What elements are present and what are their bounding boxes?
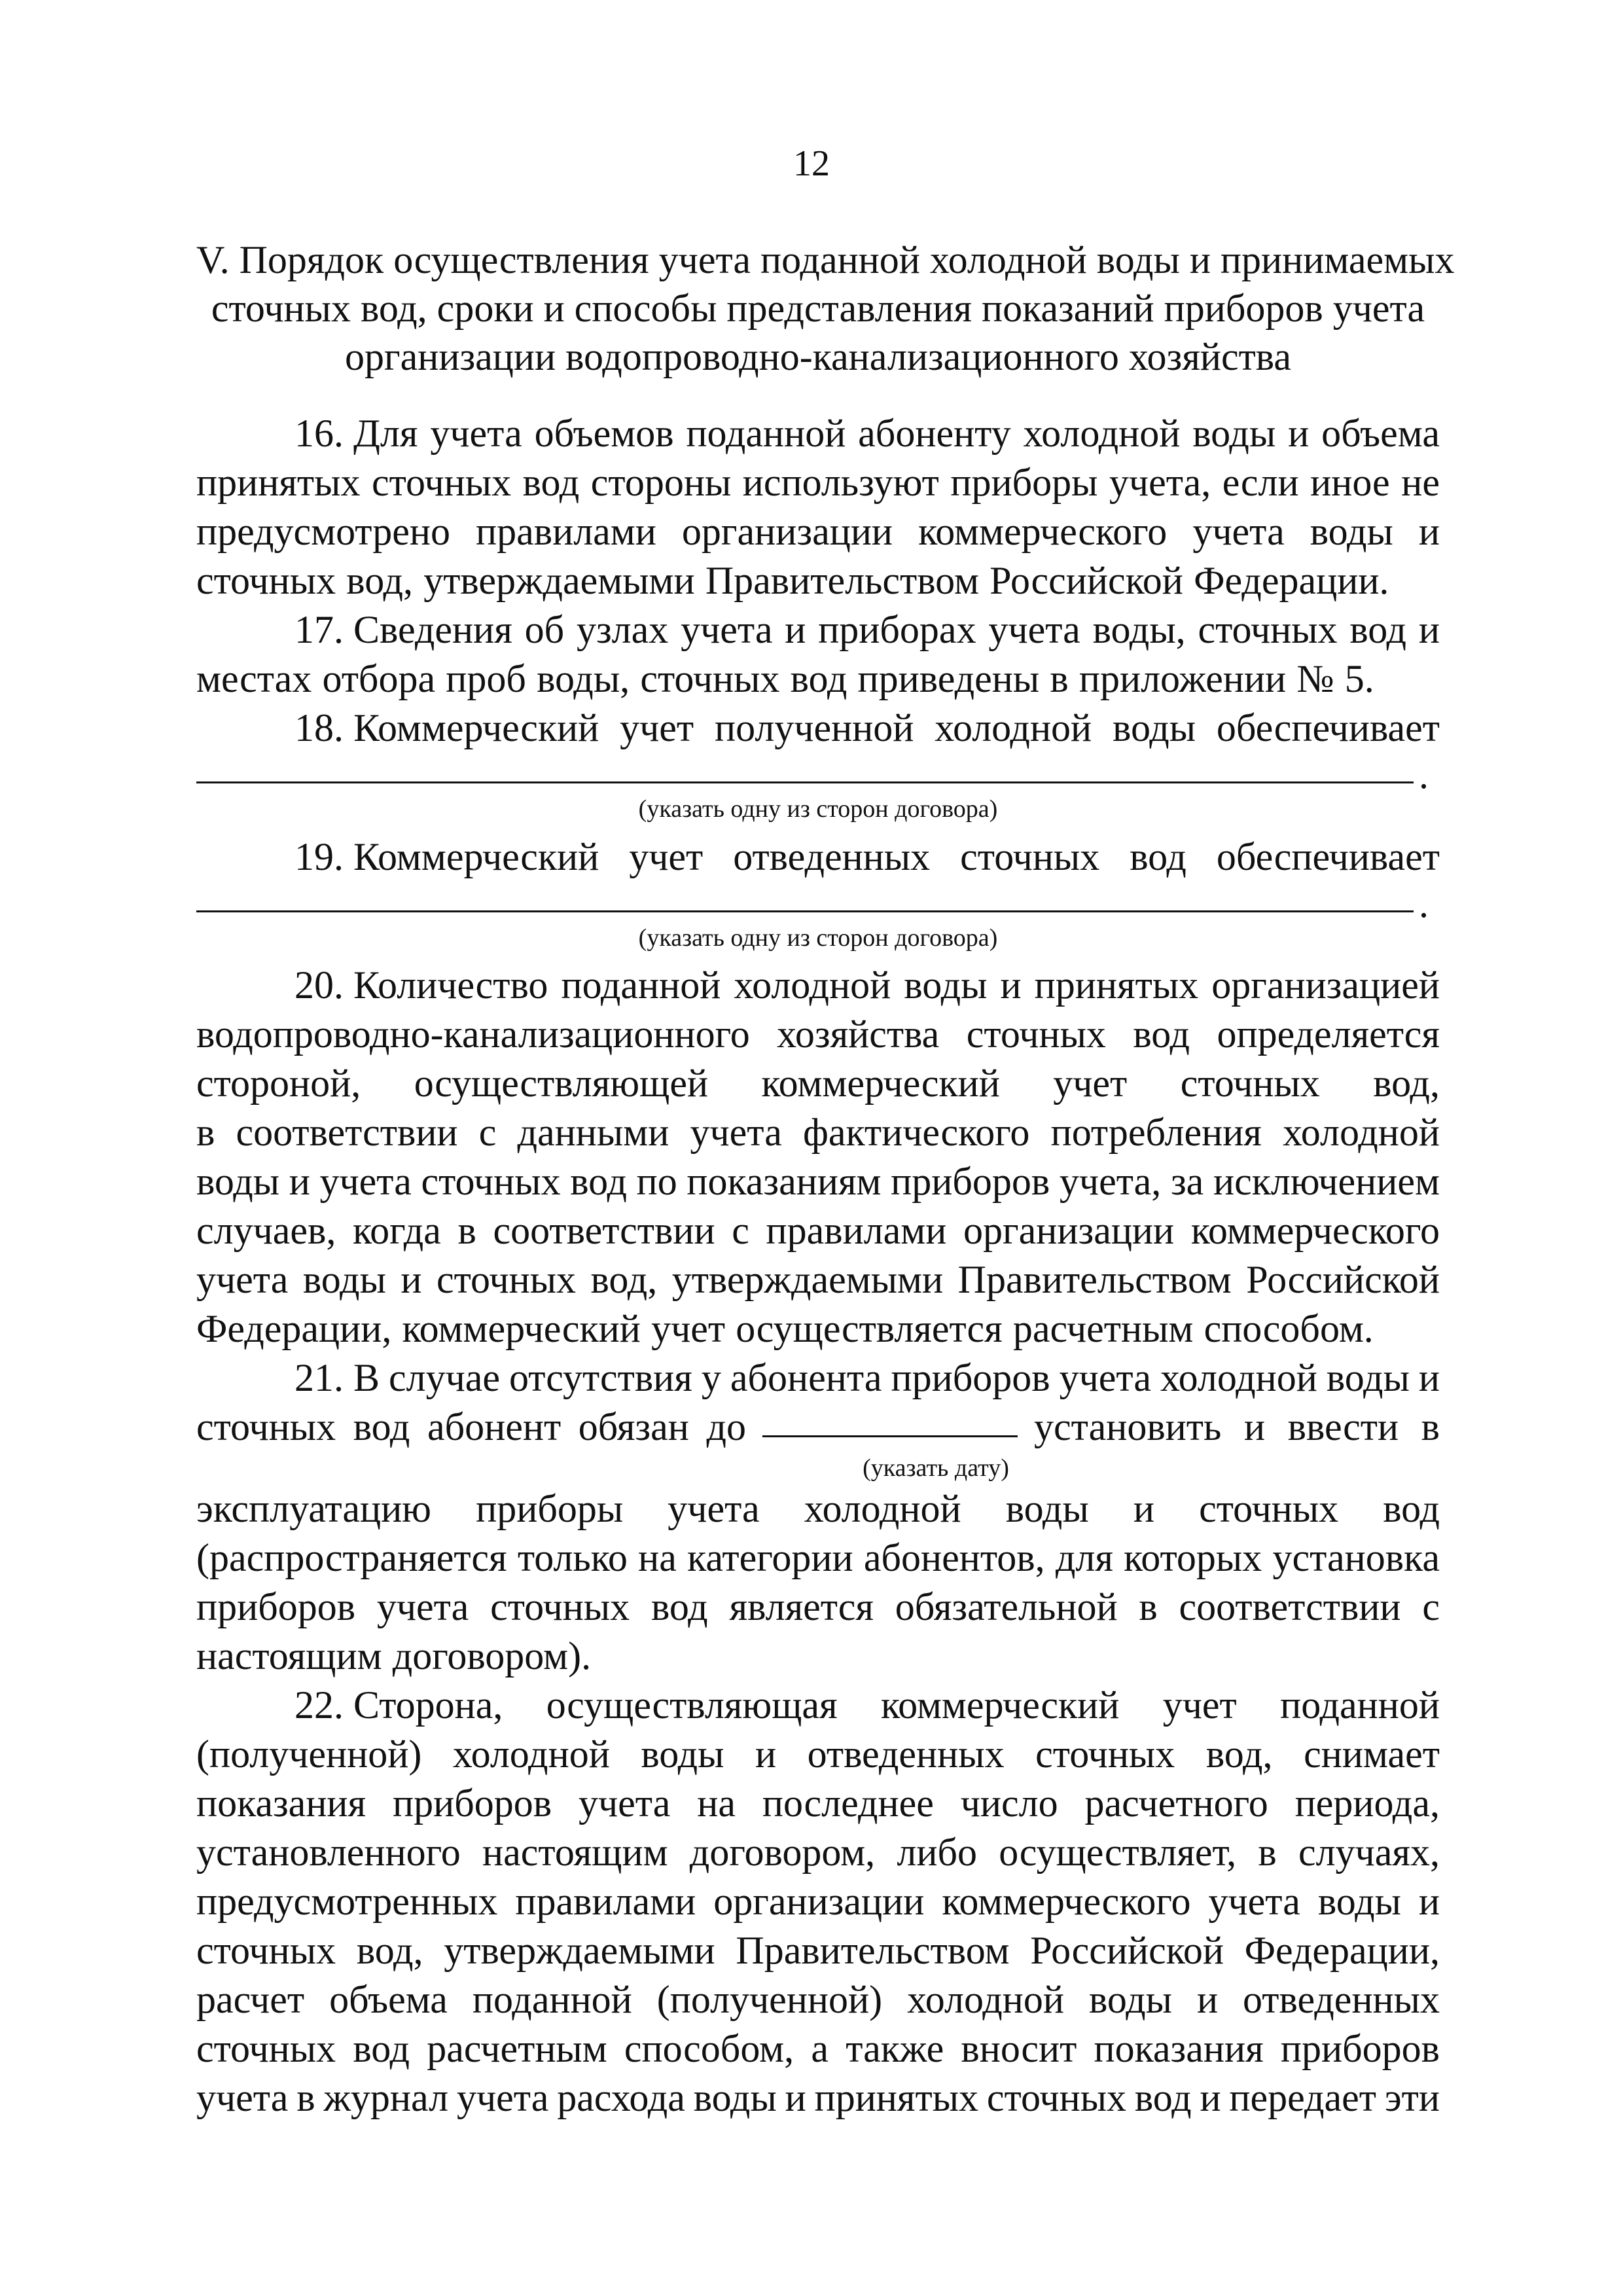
word: договором).	[392, 1634, 592, 1677]
word: настоящим	[482, 1831, 668, 1874]
word: вод,	[1205, 1732, 1273, 1776]
word: и	[1418, 510, 1440, 553]
word: организации	[681, 510, 893, 553]
word: отбора	[322, 657, 436, 700]
word: либо	[897, 1831, 977, 1874]
word: установка	[1272, 1536, 1440, 1579]
text-line-with-date-blank	[196, 1403, 1440, 1452]
word: учета	[1192, 510, 1285, 553]
word: правилами	[766, 1209, 947, 1252]
word: воды	[904, 963, 988, 1007]
word: по	[636, 1160, 677, 1203]
fill-in-blank-line	[196, 910, 1414, 912]
word: соответствии	[1179, 1585, 1401, 1628]
word: вод	[1383, 1487, 1440, 1530]
word: коммерческого	[942, 1880, 1191, 1923]
word: обязательной	[895, 1585, 1118, 1628]
word: организацией	[1211, 963, 1440, 1007]
word: сточных	[196, 559, 336, 602]
text-line	[196, 1304, 1440, 1354]
word: принятых	[814, 2076, 979, 2119]
clause-17	[196, 605, 1440, 704]
word: соответствии	[236, 1111, 458, 1154]
word: предусмотрено	[196, 510, 450, 553]
word: снимает	[1304, 1732, 1440, 1776]
date-blank-caption: (указать дату)	[863, 1454, 1009, 1482]
word: приложении	[1079, 657, 1287, 700]
word: объема	[329, 1978, 448, 2021]
word: для	[1055, 1536, 1113, 1579]
word: стороной,	[196, 1062, 361, 1105]
word: способом.	[1204, 1307, 1374, 1350]
word: 17. Сведения	[294, 608, 512, 651]
word: Правительством	[705, 559, 979, 602]
word: и	[785, 2076, 806, 2119]
word: (полученной)	[656, 1978, 883, 2021]
word: и	[401, 1258, 422, 1301]
word: объемов	[534, 412, 674, 455]
word: журнал	[323, 2076, 449, 2119]
word: на	[638, 1536, 677, 1579]
word: объема	[1321, 412, 1440, 455]
word: вод	[353, 2027, 410, 2070]
word: и	[1133, 1487, 1154, 1530]
text-line	[196, 833, 1440, 882]
word: вод	[1130, 835, 1186, 878]
text-line	[196, 1108, 1440, 1157]
word: поданной	[561, 963, 721, 1007]
text-line	[196, 655, 1440, 704]
section-title	[196, 236, 1455, 381]
word: холодной	[907, 1978, 1064, 2021]
word: сточных	[196, 2027, 336, 2070]
word: периода,	[1294, 1782, 1440, 1825]
text-segment	[196, 1403, 746, 1452]
word: и	[1243, 1405, 1266, 1448]
word: установить	[1034, 1405, 1222, 1448]
word: сточных	[1035, 1732, 1175, 1776]
word: осуществляется	[736, 1307, 1003, 1350]
period-mark: .	[1419, 753, 1429, 797]
word: обеспечивает	[1216, 706, 1440, 749]
word: сточных	[436, 1258, 577, 1301]
section-title-line: организации водопроводно-канализационного хозяйства	[345, 335, 1291, 378]
word: сточных	[196, 1405, 336, 1448]
text-segment	[1034, 1403, 1440, 1452]
word: передает	[1229, 2076, 1377, 2119]
word: сточных	[371, 461, 512, 504]
word: Федерации.	[1194, 559, 1389, 602]
word: Российской	[1030, 1929, 1224, 1972]
word: принятых	[196, 461, 361, 504]
clause-21	[196, 1354, 1440, 1681]
word: является	[729, 1585, 874, 1628]
word: с	[732, 1209, 749, 1252]
word: расчетным	[427, 2027, 607, 2070]
word: учета	[196, 2076, 289, 2119]
word: холодной	[1283, 1111, 1440, 1154]
word: полученной	[715, 706, 914, 749]
word: потребления	[1050, 1111, 1262, 1154]
word: Федерации,	[196, 1307, 392, 1350]
word: число	[960, 1782, 1058, 1825]
word: с	[1422, 1585, 1440, 1628]
word: Федерации,	[1244, 1929, 1440, 1972]
word: 20. Количество	[294, 963, 548, 1007]
date-blank-line	[762, 1403, 1018, 1437]
word: в	[1139, 1585, 1158, 1628]
word: в	[296, 2076, 315, 2119]
word: настоящим	[196, 1634, 382, 1677]
word: случаев,	[196, 1209, 336, 1252]
word: приборов	[393, 1782, 552, 1825]
word: в	[1050, 657, 1069, 700]
word: приборы	[476, 1487, 624, 1530]
word: и	[1288, 412, 1310, 455]
word: также	[846, 2027, 944, 2070]
word: проб	[446, 657, 526, 700]
word: осуществляющей	[414, 1062, 709, 1105]
word: абонент	[427, 1405, 562, 1448]
word: правилами	[515, 1880, 696, 1923]
word: местах	[196, 657, 312, 700]
word: холодной	[1160, 1356, 1317, 1399]
word: договором,	[689, 1831, 876, 1874]
word: и	[1418, 1356, 1440, 1399]
page-number: 12	[793, 143, 830, 184]
word: учета,	[1109, 461, 1211, 504]
word: об	[524, 608, 565, 651]
word: 5.	[1344, 657, 1374, 700]
word: Российской	[1246, 1258, 1440, 1301]
word: вод,	[590, 1258, 658, 1301]
word: коммерческий	[881, 1683, 1120, 1727]
word: Российской	[990, 559, 1183, 602]
word: учета	[690, 1111, 782, 1154]
word: и	[1000, 963, 1022, 1007]
text-line	[196, 1632, 1440, 1681]
section-title-line: сточных вод, сроки и способы представления показаний приборов учета	[211, 287, 1425, 330]
word: коммерческий	[402, 1307, 641, 1350]
word: абоненту	[858, 412, 1011, 455]
word: учета	[668, 1487, 760, 1530]
word: в	[457, 1209, 476, 1252]
word: воды	[693, 2076, 777, 2119]
word: приведены	[857, 657, 1040, 700]
fill-in-blank-row	[196, 882, 1440, 925]
word: правилами	[476, 510, 656, 553]
word: показаниям	[687, 1160, 882, 1203]
word: воды	[1317, 1880, 1401, 1923]
word: холодной	[804, 1487, 961, 1530]
date-caption-row	[196, 1452, 1440, 1484]
word: сточных	[1180, 1062, 1320, 1105]
text-line	[196, 1681, 1440, 1730]
word: предусмотренных	[196, 1880, 498, 1923]
word: отведенных	[807, 1732, 1005, 1776]
word: вод	[522, 461, 580, 504]
word: учета	[988, 608, 1080, 651]
word: соответствии	[493, 1209, 715, 1252]
text-line	[196, 1877, 1440, 1926]
word: Правительством	[736, 1929, 1010, 1972]
word: учет	[1053, 1062, 1128, 1105]
word: когда	[353, 1209, 441, 1252]
word: учет	[620, 706, 694, 749]
word: коммерческого	[918, 510, 1168, 553]
word: коммерческий	[761, 1062, 1000, 1105]
word: показания	[196, 1782, 366, 1825]
text-line	[196, 458, 1440, 507]
text-line	[196, 1828, 1440, 1877]
word: и	[1418, 608, 1440, 651]
word: обеспечивает	[1216, 835, 1440, 878]
word: эти	[1384, 2076, 1440, 2119]
word: отсутствия	[509, 1356, 692, 1399]
text-line	[196, 409, 1440, 458]
word: с	[478, 1111, 497, 1154]
text-line	[196, 1206, 1440, 1255]
word: расхода	[557, 2076, 685, 2119]
word: 19. Коммерческий	[294, 835, 599, 878]
fill-in-blank-line	[196, 781, 1414, 783]
section-title-line: V. Порядок осуществления учета поданной холодной воды и принимаемых	[196, 238, 1455, 281]
word: вносит	[961, 2027, 1077, 2070]
fill-in-blank-row	[196, 753, 1440, 797]
word: на	[697, 1782, 736, 1825]
text-line	[196, 1354, 1440, 1403]
word: приборов	[196, 1585, 356, 1628]
word: за	[1170, 1160, 1204, 1203]
word: воды	[1005, 1487, 1089, 1530]
word: учет	[651, 1307, 726, 1350]
text-line	[196, 507, 1440, 556]
word: учета	[1208, 1880, 1300, 1923]
word: данными	[517, 1111, 669, 1154]
word: холодной	[1023, 412, 1181, 455]
word: случаях,	[1298, 1831, 1440, 1874]
word: сточных	[986, 2076, 1127, 2119]
word: в	[1258, 1831, 1277, 1874]
word: поданной	[1280, 1683, 1440, 1727]
clause-22	[196, 1681, 1440, 2123]
word: организации	[963, 1209, 1175, 1252]
word: определяется	[1217, 1013, 1440, 1056]
word: случае	[389, 1356, 501, 1399]
word: учета	[430, 412, 522, 455]
text-line	[196, 1730, 1440, 1779]
word: и	[1200, 2076, 1221, 2119]
word: иное	[1310, 461, 1390, 504]
text-line	[196, 1255, 1440, 1304]
word: 22. Сторона,	[294, 1683, 503, 1727]
word: вод	[570, 1160, 627, 1203]
word: вод	[1349, 608, 1407, 651]
word: вод	[353, 1405, 410, 1448]
word: сточных	[421, 1160, 561, 1203]
text-line	[196, 556, 1440, 605]
word: обязан	[578, 1405, 689, 1448]
word: а	[811, 2027, 829, 2070]
word: вод	[1133, 1013, 1190, 1056]
word: приборов	[1280, 2027, 1440, 2070]
word: только	[517, 1536, 628, 1579]
word: показания	[1094, 2027, 1264, 2070]
word: холодной	[734, 963, 891, 1007]
word: утверждаемыми	[423, 559, 695, 602]
word: приборах	[818, 608, 976, 651]
word: способом,	[624, 2027, 794, 2070]
text-line	[196, 605, 1440, 655]
word: сточных	[196, 1929, 336, 1972]
word: учета	[681, 608, 773, 651]
word: воды	[196, 1160, 280, 1203]
word: утверждаемыми	[671, 1258, 944, 1301]
clause-16	[196, 409, 1440, 605]
text-line	[196, 1975, 1440, 2024]
text-line	[196, 2073, 1440, 2123]
word: которых	[1124, 1536, 1262, 1579]
word: 18. Коммерческий	[294, 706, 599, 749]
word: используют	[742, 461, 939, 504]
word: сточных	[1198, 608, 1338, 651]
word: водопроводно-канализационного	[196, 1013, 750, 1056]
text-line	[196, 1926, 1440, 1975]
word: если	[1222, 461, 1299, 504]
word: воды	[1088, 1978, 1172, 2021]
word: холодной	[935, 706, 1092, 749]
word: не	[1401, 461, 1440, 504]
word: (распространяется	[196, 1536, 507, 1579]
word: вод	[651, 1585, 708, 1628]
word: в	[1421, 1405, 1440, 1448]
word: коммерческого	[1190, 1209, 1440, 1252]
word: учета	[319, 1160, 412, 1203]
word: сточных	[1199, 1487, 1339, 1530]
word: воды	[302, 1258, 386, 1301]
word: 16. Для	[294, 412, 418, 455]
word: последнее	[762, 1782, 934, 1825]
clause-20	[196, 961, 1440, 1354]
word: учета,	[1059, 1160, 1162, 1203]
word: организации	[713, 1880, 925, 1923]
word: и	[755, 1732, 777, 1776]
word: учета	[1059, 1356, 1151, 1399]
word: исключением	[1213, 1160, 1440, 1203]
word: ввести	[1287, 1405, 1399, 1448]
word: и	[1196, 1978, 1219, 2021]
text-line	[196, 961, 1440, 1010]
text-line	[196, 1157, 1440, 1206]
word: сточных	[960, 835, 1100, 878]
word: вод,	[1373, 1062, 1440, 1105]
word: расчетного	[1084, 1782, 1268, 1825]
word: сточных	[966, 1013, 1106, 1056]
clause-19	[196, 833, 1440, 954]
word: воды,	[1092, 608, 1186, 651]
word: отведенных	[1243, 1978, 1440, 2021]
word: фактического	[803, 1111, 1030, 1154]
word: поданной	[472, 1978, 632, 2021]
word: учет	[629, 835, 704, 878]
word: осуществляющая	[546, 1683, 838, 1727]
word: расчет	[196, 1978, 305, 2021]
word: категории	[687, 1536, 853, 1579]
text-line	[196, 1010, 1440, 1059]
word: и	[289, 1160, 310, 1203]
word: Правительством	[957, 1258, 1232, 1301]
word: в	[196, 1111, 215, 1154]
blank-caption: (указать одну из сторон договора)	[638, 924, 998, 952]
word: расчетным	[1012, 1307, 1194, 1350]
text-line	[196, 1534, 1440, 1583]
word: 21. В	[294, 1356, 380, 1399]
word: у	[701, 1356, 721, 1399]
word: принятых	[1034, 963, 1199, 1007]
word: и	[785, 608, 806, 651]
word: №	[1296, 657, 1334, 700]
text-line	[196, 704, 1440, 753]
word: учета	[456, 2076, 549, 2119]
text-line	[196, 1779, 1440, 1828]
word: вод	[790, 657, 847, 700]
word: воды	[1113, 706, 1196, 749]
word: учета	[196, 1258, 289, 1301]
word: приборов	[891, 1356, 1050, 1399]
word: воды	[641, 1732, 724, 1776]
word: воды	[1310, 510, 1393, 553]
word: воды	[1192, 412, 1276, 455]
word: абонентов,	[863, 1536, 1045, 1579]
word: отведенных	[733, 835, 931, 878]
word: учет	[1162, 1683, 1237, 1727]
word: воды,	[537, 657, 630, 700]
word: осуществляет,	[999, 1831, 1237, 1874]
word: стороны	[590, 461, 732, 504]
word: учета	[579, 1782, 671, 1825]
word: воды	[1326, 1356, 1410, 1399]
text-line	[196, 1484, 1440, 1534]
word: сточных	[640, 657, 780, 700]
word: вод	[1134, 2076, 1192, 2119]
word: вод,	[356, 1929, 423, 1972]
word: абонента	[730, 1356, 882, 1399]
word: и	[1418, 1880, 1440, 1923]
word: (полученной)	[196, 1732, 422, 1776]
text-line	[196, 1583, 1440, 1632]
word: узлах	[576, 608, 669, 651]
word: приборов	[891, 1160, 1050, 1203]
word: хозяйства	[777, 1013, 940, 1056]
word: учета	[376, 1585, 469, 1628]
word: эксплуатацию	[196, 1487, 432, 1530]
word: вод,	[346, 559, 414, 602]
word: до	[706, 1405, 746, 1448]
word: поданной	[686, 412, 846, 455]
word: холодной	[452, 1732, 610, 1776]
word: сточных	[490, 1585, 630, 1628]
text-line	[196, 2024, 1440, 2073]
blank-caption: (указать одну из сторон договора)	[638, 795, 998, 823]
word: утверждаемыми	[444, 1929, 715, 1972]
word: установленного	[196, 1831, 461, 1874]
period-mark: .	[1419, 882, 1429, 925]
clause-18	[196, 704, 1440, 825]
word: приборы	[950, 461, 1098, 504]
text-line	[196, 1059, 1440, 1108]
